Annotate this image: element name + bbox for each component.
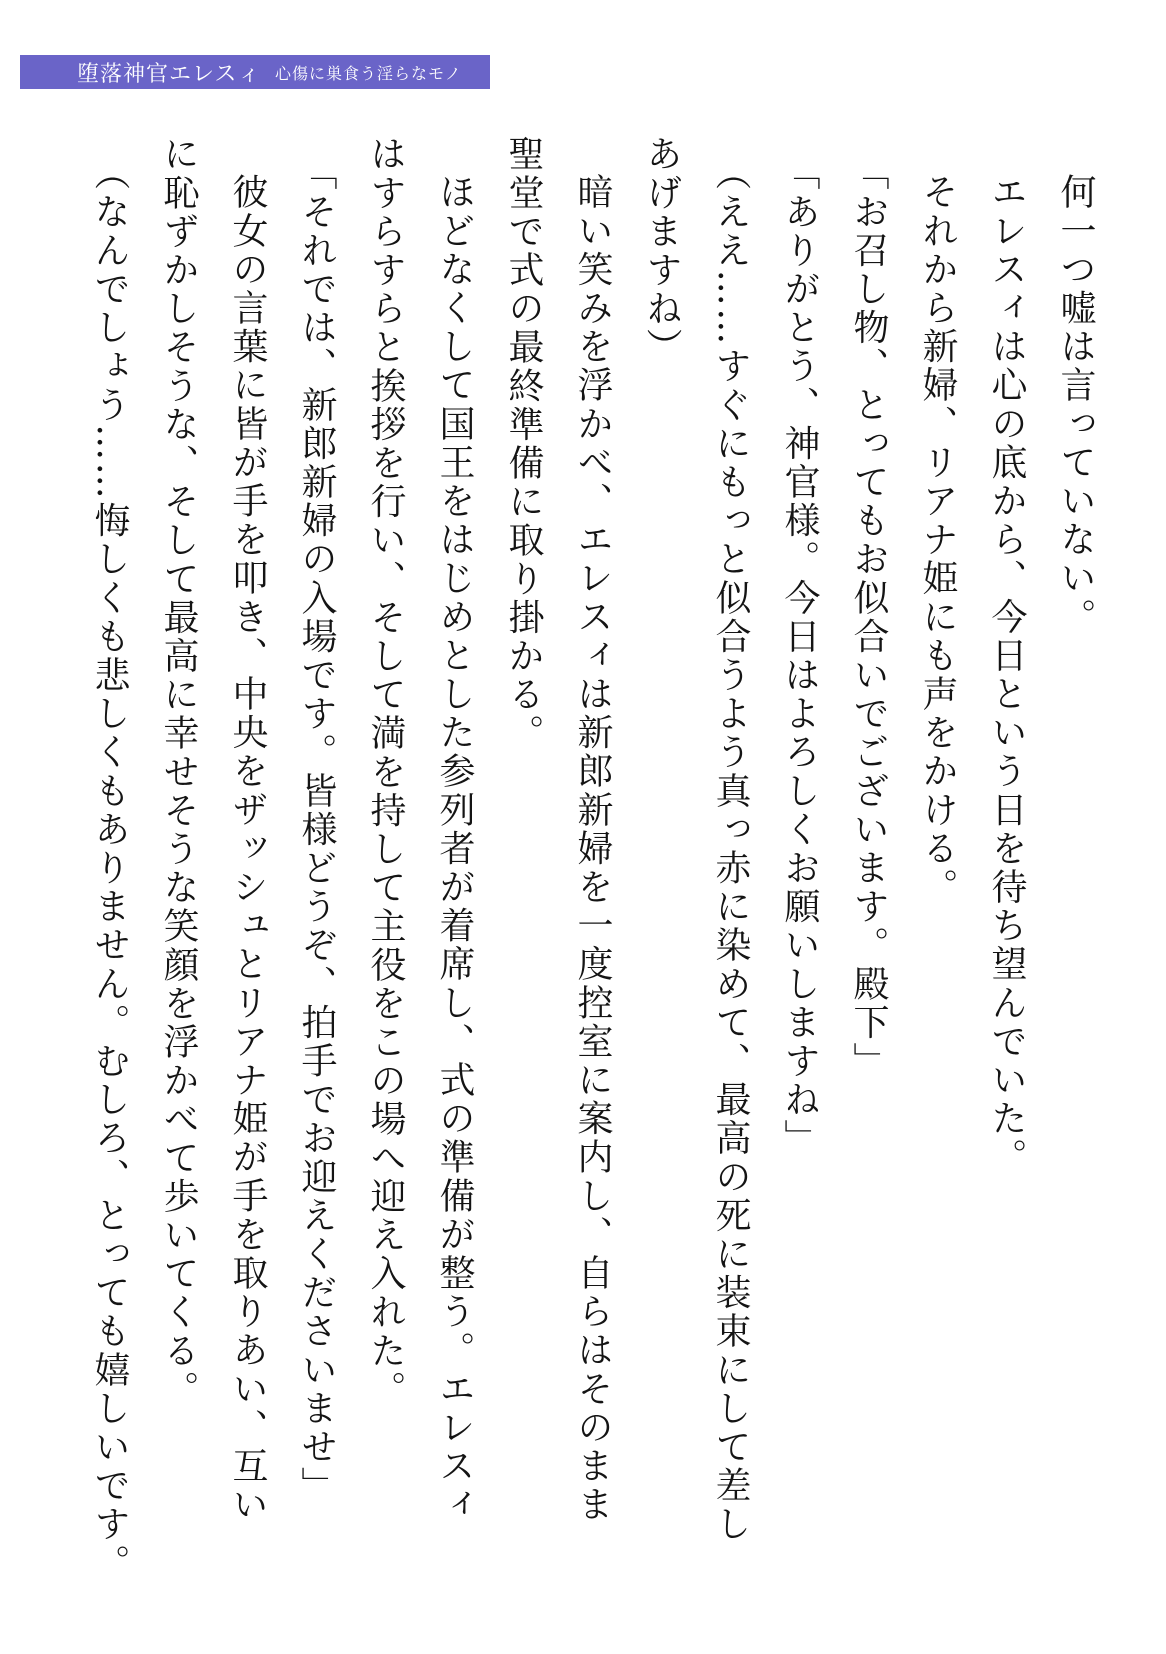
text-line: 「それでは、新郎新婦の入場です。皆様どうぞ、拍手でお迎えくださいませ」 xyxy=(296,154,337,1505)
text-line: はすらすらと挨拶を行い、そして満を持して主役をこの場へ迎え入れた。 xyxy=(365,135,406,1409)
main-text xyxy=(75,135,1110,1583)
book-subtitle: 心傷に巣食う淫らなモノ xyxy=(275,63,462,83)
text-line: （なんでしょう……悔しくも悲しくもありません。むしろ、とっても嬉しいです。 xyxy=(89,154,130,1583)
text-line: ほどなくして国王をはじめとした参列者が着席し、式の準備が整う。エレスィ xyxy=(434,173,475,1524)
text-line: 何一つ嘘は言っていない。 xyxy=(1055,173,1096,637)
text-line: エレスィは心の底から、今日という日を待ち望んでいた。 xyxy=(986,173,1027,1177)
text-line: 彼女の言葉に皆が手を叩き、中央をザッシュとリアナ姫が手を取りあい、互い xyxy=(227,173,268,1524)
text-line: に恥ずかしそうな、そして最高に幸せそうな笑顔を浮かべて歩いてくる。 xyxy=(158,135,199,1409)
text-line: （ええ……すぐにもっと似合うよう真っ赤に染めて、最高の死に装束にして差し xyxy=(710,154,751,1544)
text-line: 聖堂で式の最終準備に取り掛かる。 xyxy=(503,135,544,753)
text-line: 「お召し物、とってもお似合いでございます。殿下」 xyxy=(848,154,889,1081)
text-line: 暗い笑みを浮かべ、エレスィは新郎新婦を一度控室に案内し、自らはそのまま xyxy=(572,173,613,1524)
text-line: それから新婦、リアナ姫にも声をかける。 xyxy=(917,173,958,907)
book-title: 堕落神官エレスィ xyxy=(77,61,262,87)
header-band xyxy=(20,55,490,89)
text-line: 「ありがとう、神官様。今日はよろしくお願いしますね」 xyxy=(779,154,820,1158)
text-line: あげますね） xyxy=(641,135,682,367)
